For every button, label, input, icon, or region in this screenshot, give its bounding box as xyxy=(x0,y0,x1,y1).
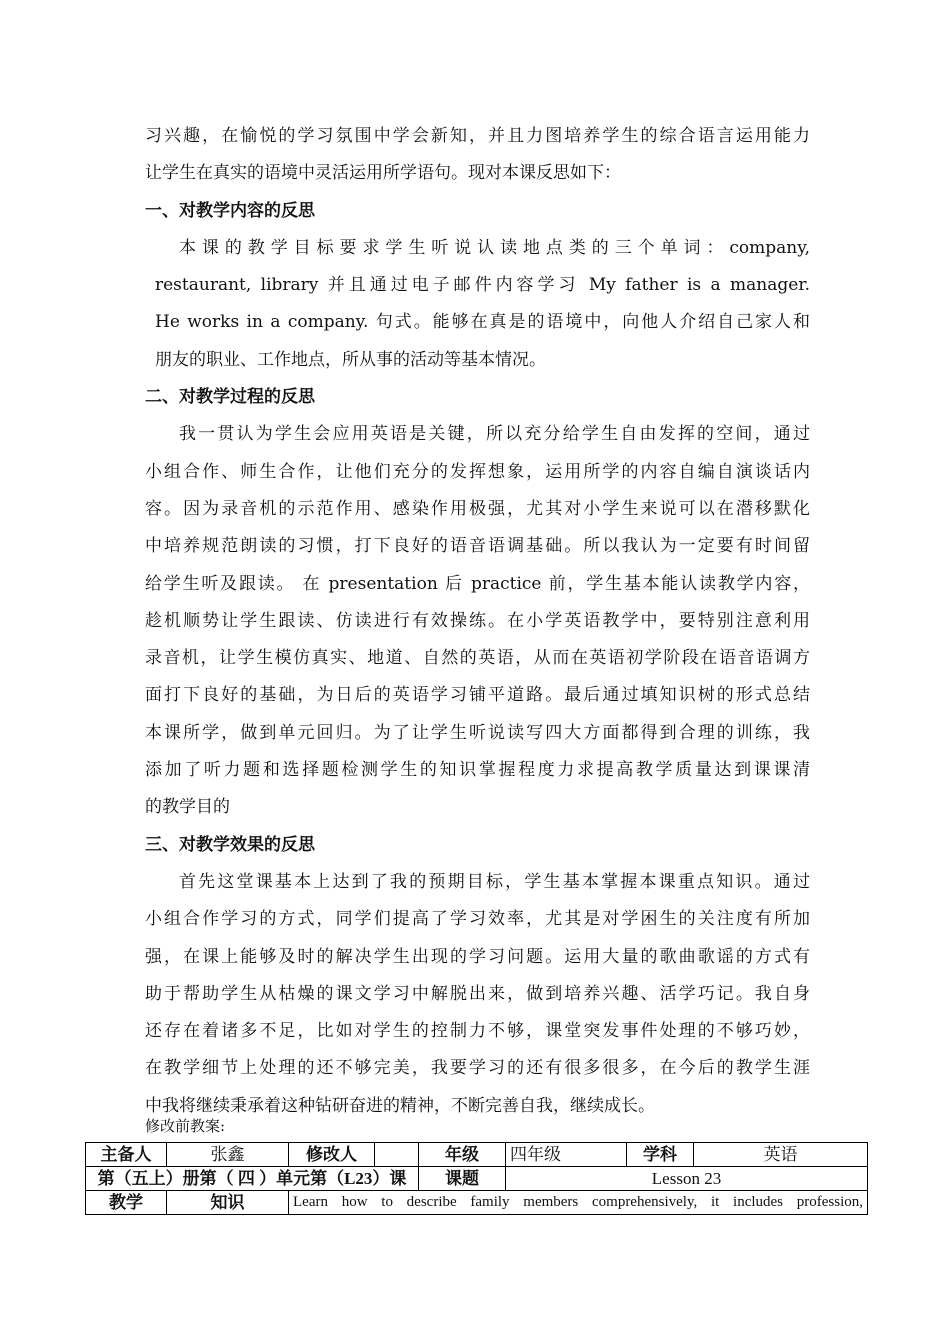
body-text-line: He works in a company. 句式。能够在真是的语境中，向他人介绍自己家人和 xyxy=(155,312,810,333)
section-heading: 三、对教学效果的反思 xyxy=(145,834,315,855)
topic-label: 课题 xyxy=(419,1167,506,1191)
body-text-line: 中培养规范朗读的习惯，打下良好的语音语调基础。所以我认为一定要有时间留 xyxy=(145,536,810,557)
grade-label: 年级 xyxy=(419,1143,506,1167)
lead-teacher-value: 张鑫 xyxy=(167,1143,289,1167)
body-text-line: 朋友的职业、工作地点，所从事的活动等基本情况。 xyxy=(155,349,546,370)
teaching-label: 教学 xyxy=(86,1191,167,1215)
pre-revision-note: 修改前教案: xyxy=(145,1117,226,1135)
body-text-line: 添加了听力题和选择题检测学生的知识掌握程度力求提高教学质量达到课课清 xyxy=(145,760,810,781)
section-heading: 一、对教学内容的反思 xyxy=(145,200,315,221)
body-text-line: 趁机顺势让学生跟读、仿读进行有效操练。在小学英语教学中，要特别注意利用 xyxy=(145,610,810,631)
body-text-line: 中我将继续秉承着这种钻研奋进的精神，不断完善自我，继续成长。 xyxy=(145,1095,655,1116)
body-text-line: 让学生在真实的语境中灵活运用所学语句。现对本课反思如下： xyxy=(145,163,621,184)
body-text-line: 本课的教学目标要求学生听说认读地点类的三个单词：company, xyxy=(179,237,810,258)
body-text-line: 录音机，让学生模仿真实、地道、自然的英语，从而在英语初学阶段在语音语调方 xyxy=(145,648,810,669)
section-heading: 二、对教学过程的反思 xyxy=(145,387,315,408)
table-row xyxy=(86,1143,868,1167)
reflection-body xyxy=(145,118,810,1125)
lesson-plan-table xyxy=(85,1142,868,1215)
knowledge-label: 知识 xyxy=(167,1191,289,1215)
body-text-line: 容。因为录音机的示范作用、感染作用极强，尤其对小学生来说可以在潜移默化 xyxy=(145,498,810,519)
volume-unit-lesson: 第（五上）册第（ 四 ）单元第（L23）课 xyxy=(86,1167,419,1191)
body-text-line: restaurant, library 并且通过电子邮件内容学习 My father is a manager. xyxy=(155,275,810,296)
editor-label: 修改人 xyxy=(289,1143,375,1167)
body-text-line: 还存在着诸多不足，比如对学生的控制力不够，课堂突发事件处理的不够巧妙， xyxy=(145,1021,810,1042)
body-text-line: 首先这堂课基本上达到了我的预期目标，学生基本掌握本课重点知识。通过 xyxy=(179,871,810,892)
body-text-line: 助于帮助学生从枯燥的课文学习中解脱出来，做到培养兴趣、活学巧记。我自身 xyxy=(145,983,810,1004)
body-text-line: 小组合作、师生合作，让他们充分的发挥想象，运用所学的内容自编自演谈话内 xyxy=(145,461,810,482)
body-text-line: 小组合作学习的方式，同学们提高了学习效率，尤其是对学困生的关注度有所加 xyxy=(145,909,810,930)
body-text-line: 面打下良好的基础，为日后的英语学习铺平道路。最后通过填知识树的形式总结 xyxy=(145,685,810,706)
body-text-line: 的教学目的 xyxy=(145,797,230,818)
body-text-line: 我一贯认为学生会应用英语是关键，所以充分给学生自由发挥的空间，通过 xyxy=(179,424,810,445)
editor-value xyxy=(375,1143,419,1167)
subject-label: 学科 xyxy=(627,1143,694,1167)
body-text-line: 本课所学，做到单元回归。为了让学生听说读写四大方面都得到合理的训练，我 xyxy=(145,722,810,743)
table-row xyxy=(86,1191,868,1215)
grade-value: 四年级 xyxy=(506,1143,627,1167)
table-row xyxy=(86,1167,868,1191)
topic-value: Lesson 23 xyxy=(506,1167,868,1191)
body-text-line: 在教学细节上处理的还不够完美，我要学习的还有很多很多，在今后的教学生涯 xyxy=(145,1058,810,1079)
body-text-line: 强，在课上能够及时的解决学生出现的学习问题。运用大量的歌曲歌谣的方式有 xyxy=(145,946,810,967)
body-text-line: 习兴趣，在愉悦的学习氛围中学会新知，并且力图培养学生的综合语言运用能力 xyxy=(145,126,810,146)
body-text-line: 给学生听及跟读。 在 presentation 后 practice 前，学生基本能认读教学内容， xyxy=(145,573,810,594)
lead-teacher-label: 主备人 xyxy=(86,1143,167,1167)
knowledge-objective: Learn how to describe family members comprehensively, it includes profession, xyxy=(289,1191,868,1215)
subject-value: 英语 xyxy=(694,1143,868,1167)
